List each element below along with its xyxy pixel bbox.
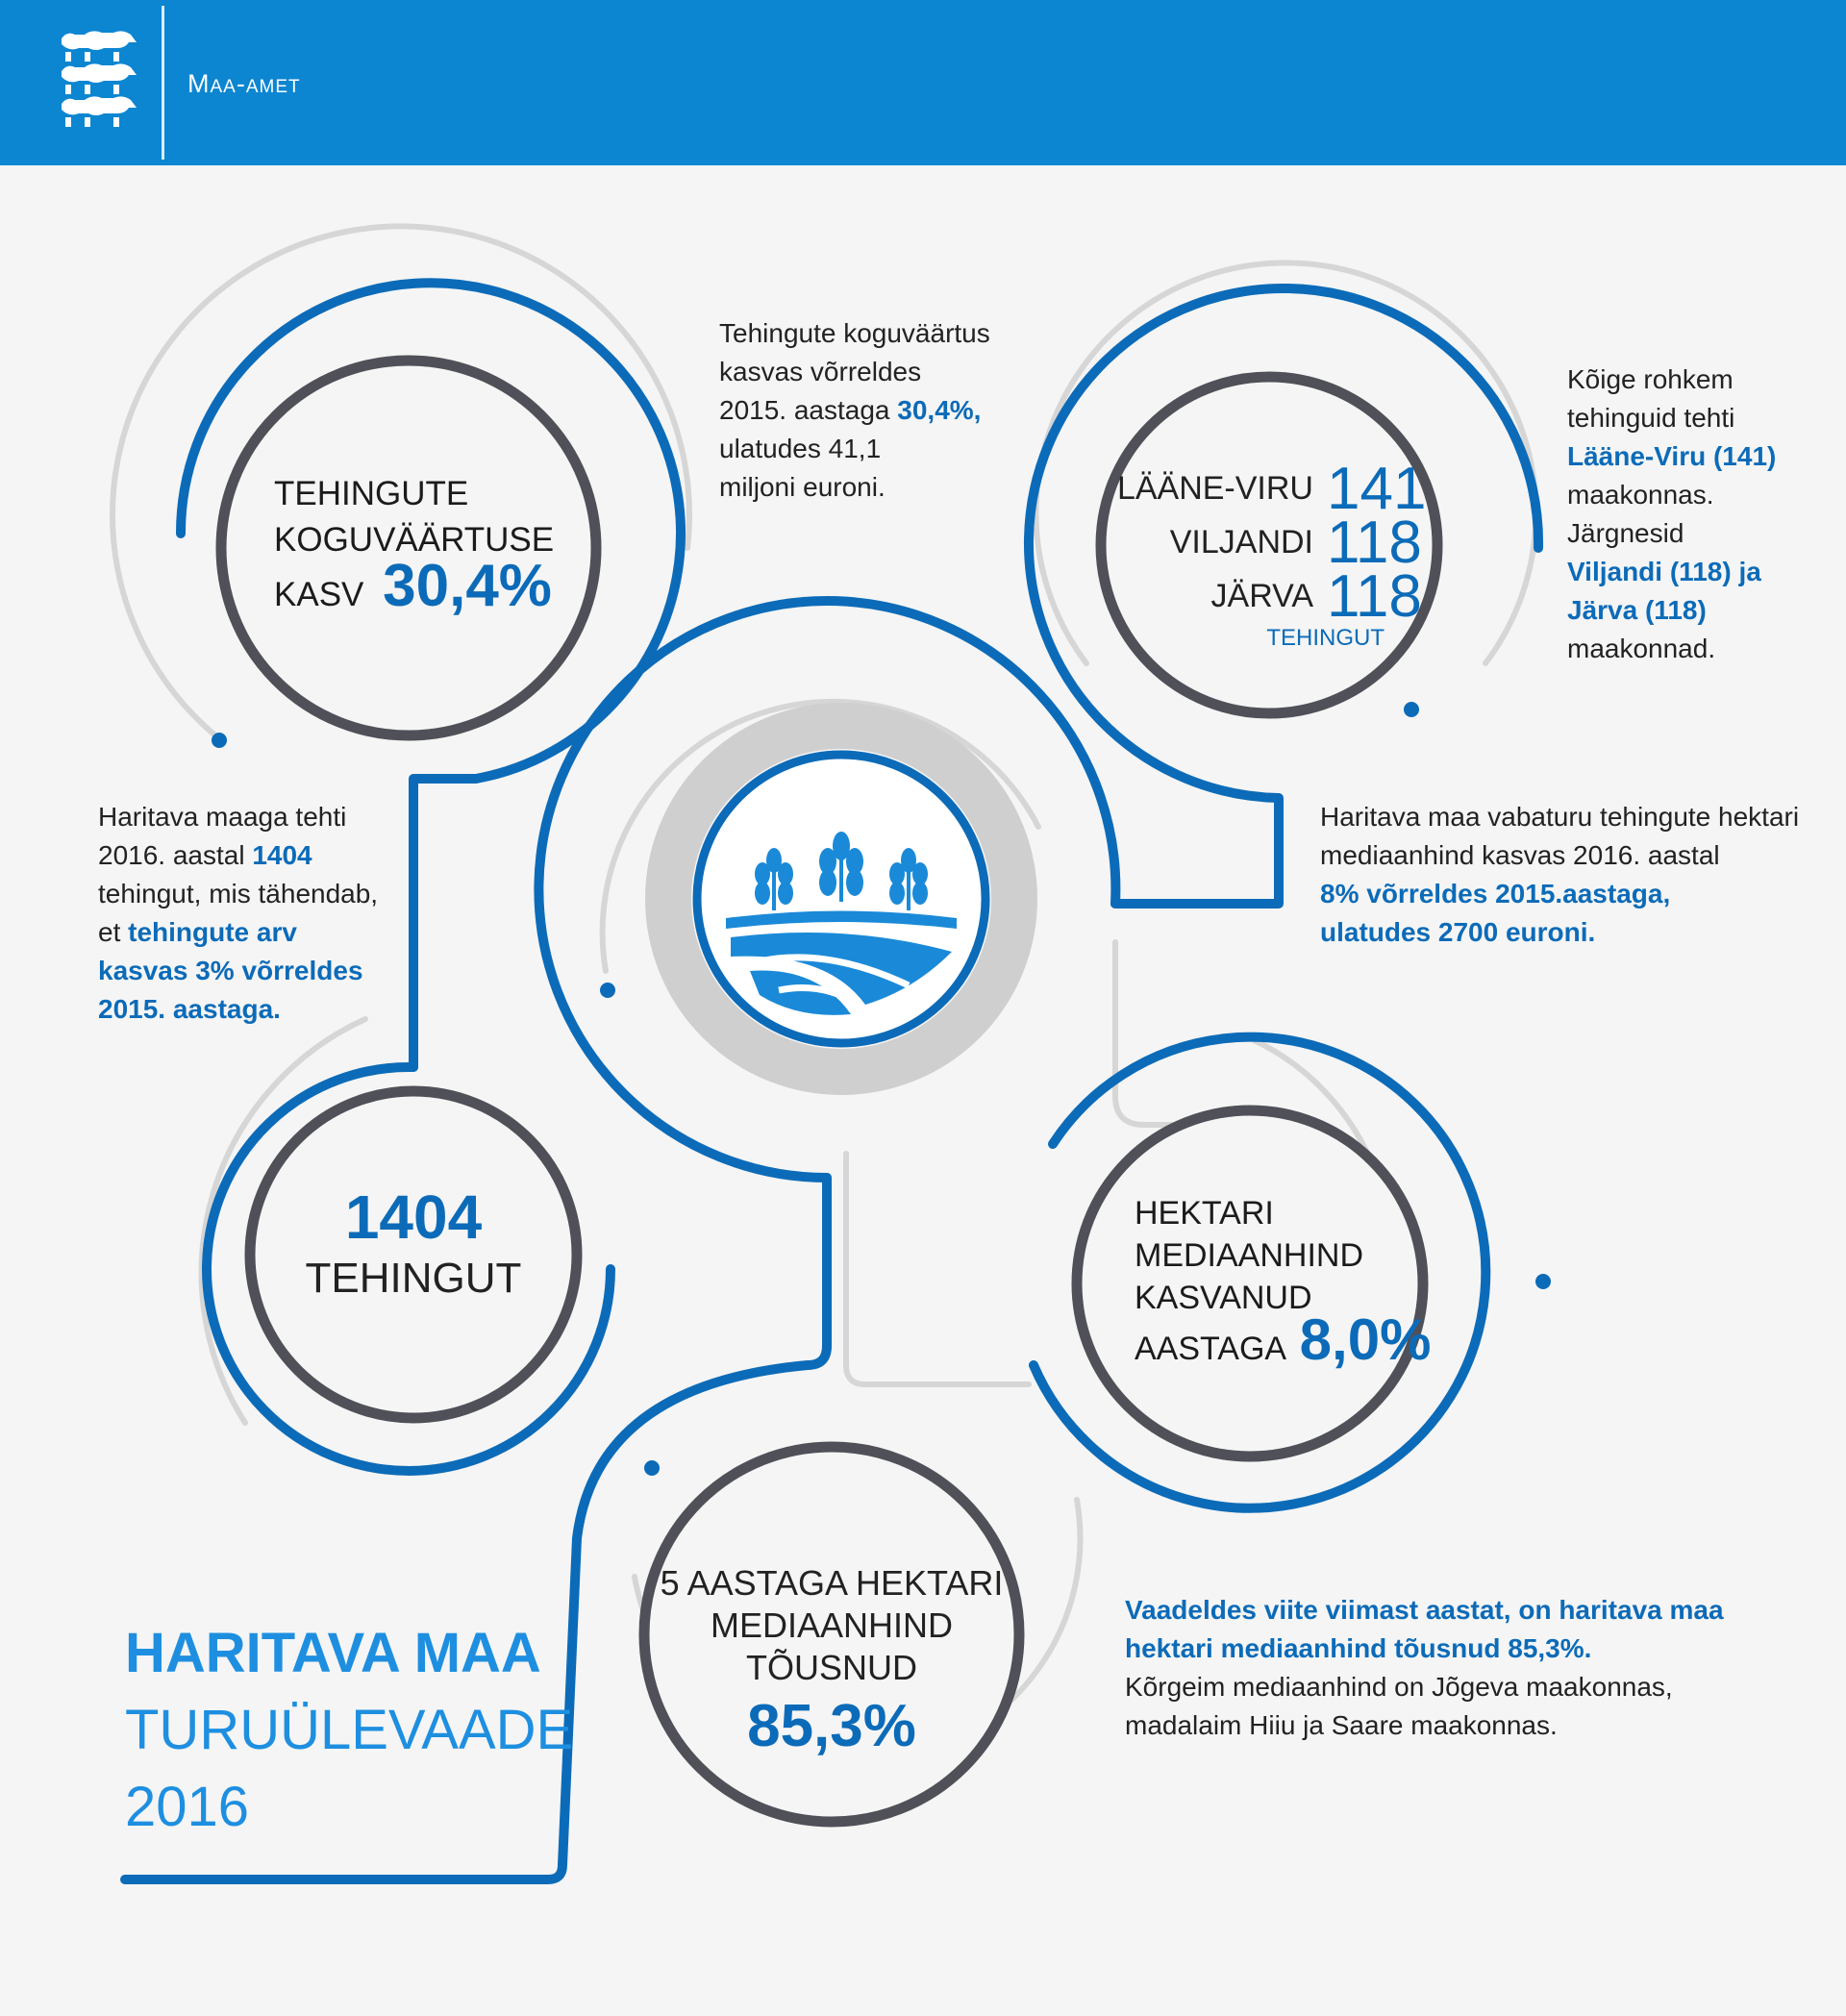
value-growth-value: 30,4%: [383, 553, 552, 619]
deals-count-value: 1404: [344, 1182, 483, 1252]
dot-median: [1535, 1274, 1551, 1289]
five-year-label: 5 AASTAGA HEKTARI MEDIAANHIND TÕUSNUD 85,3%: [649, 1562, 1014, 1764]
title-line3: 2016: [125, 1776, 250, 1838]
value-growth-label: [274, 471, 554, 618]
county-row: VILJANDI 118: [1169, 509, 1422, 576]
title-line1: HARITAVA MAA: [125, 1622, 541, 1684]
five-year-text: Vaadeldes viite viimast aastat, on haritava maa hektari mediaanhind tõusnud 85,3%. Kõrgeim mediaanhind on Jõgeva maakonnas, madalaim Hiiu ja Saare maakonnas.: [1125, 1595, 1724, 1740]
title-line2: TURUÜLEVAADE: [125, 1699, 574, 1761]
brand-name: Maa-amet: [187, 69, 301, 98]
dot-five: [644, 1460, 660, 1476]
county-row: LÄÄNE-VIRU 141: [1116, 455, 1427, 522]
value-growth-line2: KOGUVÄÄRTUSE: [274, 521, 555, 559]
counties-text: Kõige rohkem tehinguid tehti Lääne-Viru (141) maakonnas. Järgnesid Viljandi (118) ja Järva (118) maakonnad.: [1567, 364, 1777, 663]
five-year-value: 85,3%: [747, 1693, 916, 1759]
counties-list: [1115, 455, 1427, 652]
median-growth-label: HEKTARI MEDIAANHIND KASVANUD AASTAGA 8,0%: [1135, 1195, 1432, 1372]
median-growth-value: 8,0%: [1299, 1307, 1432, 1372]
dot-center: [600, 983, 615, 998]
grey-connector-center: [846, 1154, 1029, 1384]
grey-connector-right: [1115, 942, 1240, 1125]
dot-counties: [1404, 702, 1419, 717]
value-growth-text: Tehingute koguväärtus kasvas võrreldes 2015. aastaga 30,4%, ulatudes 41,1 miljoni euroni.: [719, 318, 990, 502]
county-row: JÄRVA 118: [1210, 562, 1422, 630]
value-growth-line1: TEHINGUTE: [274, 475, 469, 512]
counties-unit: TEHINGUT: [1266, 625, 1384, 651]
dot-value: [212, 733, 227, 748]
deals-count: [288, 1182, 538, 1306]
median-text: Haritava maa vabaturu tehingute hektari mediaanhind kasvas 2016. aastal 8% võrreldes 2015.aastaga, ulatudes 2700 euroni.: [1320, 802, 1800, 947]
deals-count-unit: TEHINGUT: [305, 1255, 522, 1302]
infographic-title: [125, 1615, 573, 1846]
deals-text: Haritava maaga tehti 2016. aastal 1404 tehingut, mis tähendab, et tehingute arv kasvas 3% võrreldes 2015. aastaga.: [98, 802, 379, 1024]
value-growth-line3: KASV 30,4%: [274, 553, 552, 619]
blue-connector-value-deals: [413, 779, 476, 1067]
